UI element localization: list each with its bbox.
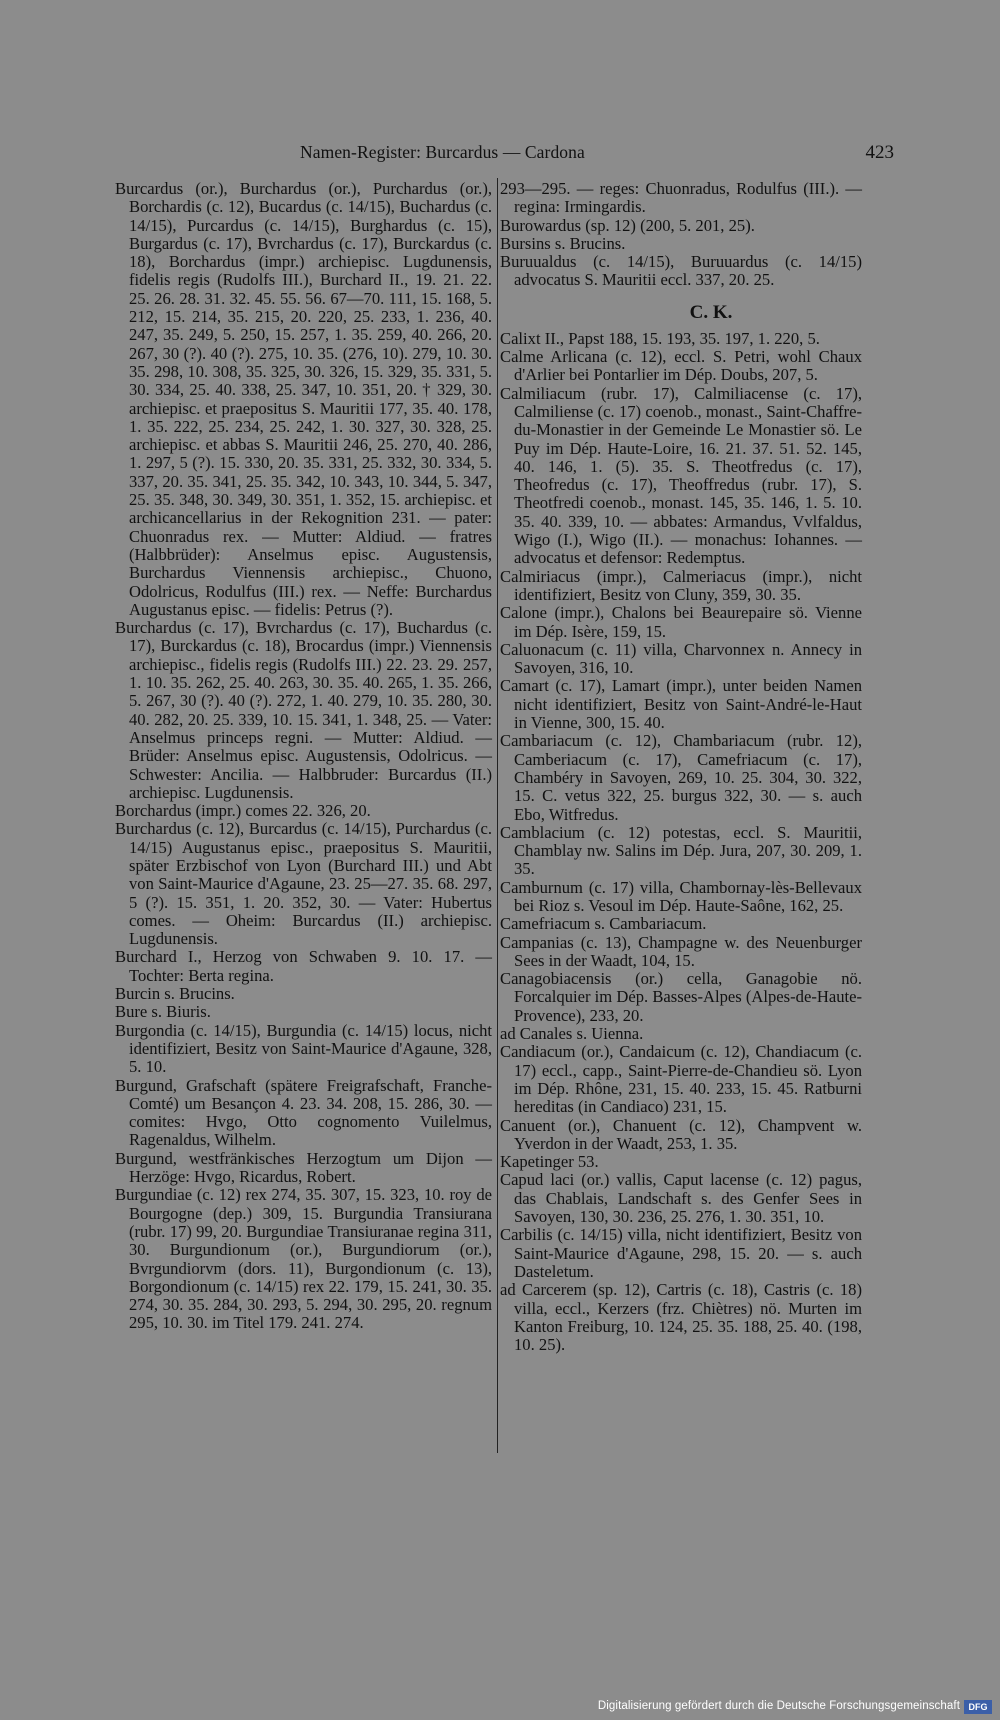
- register-entry: Borchardus (impr.) comes 22. 326, 20.: [115, 801, 371, 821]
- register-entry: Burchardus (c. 17), Bvrchardus (c. 17), Buchardus (c. 17), Burckardus (c. 18), Brocardus (impr.) Viennensis archiepisc., fidelis regis (Rudolfs III.) 22. 23. 29. 257, 1. 10. 35. 262, 25. 40. 263, 30. 35. 40. 265, 1. 35. 266, 5. 267, 30 (?). 40 (?). 272, 1. 40. 279, 10. 35. 280, 30. 40. 282, 20. 25. 339, 10. 15. 341, 1. 348, 25. — Vater: Anselmus princeps regni. — Mutter: Aldiud. — Brüder: Anselmus episc. Augustensis, Odolricus. — Schwester: Ancilia. — Halbbruder: Burcardus (II.) archiepisc. Lugdunensis.: [115, 618, 492, 802]
- register-entry: 293—295. — reges: Chuonradus, Rodulfus (III.). — regina: Irmingardis.: [500, 179, 862, 217]
- page-number: 423: [865, 142, 894, 163]
- register-entry: Burcin s. Brucins.: [115, 984, 235, 1004]
- register-entry: ad Carcerem (sp. 12), Cartris (c. 18), Castris (c. 18) villa, eccl., Kerzers (frz. Chiètres) nö. Murten im Kanton Freiburg, 10. 124, 25. 35. 188, 25. 40. (198, 10. 25).: [500, 1280, 862, 1355]
- register-entry: Calmiriacus (impr.), Calmeriacus (impr.), nicht identifiziert, Besitz von Cluny, 359, 30. 35.: [500, 566, 862, 604]
- register-entry: Cambariacum (c. 12), Chambariacum (rubr. 12), Camberiacum (c. 17), Camefriacum (c. 17), Chambéry in Savoyen, 269, 10. 25. 304, 30. 322, 15. C. vetus 322, 25. burgus 322, 30. — s. auch Ebo, Witfredus.: [500, 731, 862, 824]
- register-entry: Calme Arlicana (c. 12), eccl. S. Petri, wohl Chaux d'Arlier bei Pontarlier im Dép. Doubs, 207, 5.: [500, 347, 862, 385]
- left-column: [115, 180, 492, 1333]
- register-entry: Canuent (or.), Chanuent (c. 12), Champvent w. Yverdon in der Waadt, 253, 1. 35.: [500, 1115, 862, 1153]
- column-divider: [497, 178, 498, 1453]
- register-entry: Carbilis (c. 14/15) villa, nicht identifiziert, Besitz von Saint-Maurice d'Agaune, 298, 15. 20. — s. auch Dasteletum.: [500, 1225, 862, 1281]
- register-entry: Camburnum (c. 17) villa, Chambornay-lès-Bellevaux bei Rioz s. Vesoul im Dép. Haute-Saône, 162, 25.: [500, 877, 862, 915]
- register-entry: Burchard I., Herzog von Schwaben 9. 10. 17. — Tochter: Berta regina.: [115, 947, 492, 985]
- register-entry: Burcardus (or.), Burchardus (or.), Purchardus (or.), Borchardis (c. 12), Bucardus (c. 14/15), Buchardus (c. 14/15), Purcardus (c. 14/15), Burghardus (c. 15), Burgardus (c. 17), Bvrchardus (c. 17), Burckardus (c. 18), Borchardus (impr.) archiepisc. Lugdunensis, fidelis regis (Rudolfs III.), Burchard II., 19. 21. 22. 25. 26. 28. 31. 32. 45. 55. 56. 67—70. 111, 15. 168, 5. 212, 15. 214, 35. 215, 20. 220, 25. 233, 1. 236, 40. 247, 35. 249, 5. 250, 15. 257, 1. 35. 259, 40. 266, 20. 267, 30 (?). 40 (?). 275, 10. 35. (276, 10). 279, 10. 30. 35. 298, 10. 308, 35. 325, 30. 326, 15. 329, 35. 331, 5. 30. 334, 25. 40. 338, 25. 347, 10. 351, 20. † 329, 30. archiepisc. et praepositus S. Mauritii 177, 35. 40. 178, 1. 35. 222, 25. 234, 25. 242, 1. 30. 327, 30. 328, 25. archiepisc. et abbas S. Mauritii 246, 25. 270, 40. 286, 1. 297, 5 (?). 15. 330, 20. 35. 331, 25. 332, 30. 334, 5. 337, 20. 35. 341, 25. 35. 342, 10. 343, 10. 344, 5. 347, 25. 35. 348, 30. 349, 30. 351, 1. 352, 15. archiepisc. et archicancellarius in der Rekognition 231. — pater: Chuonradus rex. — Mutter: Aldiud. — fratres (Halbbrüder): Anselmus episc. Augustensis, Burchardus Viennensis archiepisc., Chuono, Odolricus, Rodulfus (III.) rex. — Neffe: Burchardus Augustanus episc. — fidelis: Petrus (?).: [115, 179, 492, 619]
- register-entry: Burchardus (c. 12), Burcardus (c. 14/15), Purchardus (c. 14/15) Augustanus episc., praepositus S. Mauritii, später Erzbischof von Lyon (Burchard III.) und Abt von Saint-Maurice d'Agaune, 23. 25—27. 35. 68. 297, 5 (?). 15. 351, 1. 20. 352, 30. — Vater: Hubertus comes. — Oheim: Burcardus (II.) archiepisc. Lugdunensis.: [115, 819, 492, 949]
- running-head: Namen-Register: Burcardus — Cardona: [300, 142, 585, 162]
- register-entry: Camart (c. 17), Lamart (impr.), unter beiden Namen nicht identifiziert, Besitz von Saint-André-le-Haut in Vienne, 300, 15. 40.: [500, 676, 862, 733]
- dfg-logo: DFG: [964, 1700, 992, 1714]
- register-entry: Calixt II., Papst 188, 15. 193, 35. 197, 1. 220, 5.: [500, 328, 820, 348]
- register-entry: ad Canales s. Uienna.: [500, 1024, 644, 1044]
- register-entry: Caluonacum (c. 11) villa, Charvonnex n. Annecy in Savoyen, 316, 10.: [500, 639, 862, 678]
- right-column: [500, 180, 862, 1354]
- register-entry: Capud laci (or.) vallis, Caput lacense (c. 12) pagus, das Chablais, Landschaft s. des Genfer Sees in Savoyen, 130, 30. 236, 25. 276, 1. 30. 351, 10.: [500, 1170, 862, 1227]
- footer-bar: [0, 1698, 1000, 1720]
- register-entry: Calone (impr.), Chalons bei Beaurepaire sö. Vienne im Dép. Isère, 159, 15.: [500, 603, 862, 641]
- section-heading: C. K.: [689, 301, 733, 323]
- register-entry: Bursins s. Brucins.: [500, 233, 626, 253]
- register-entry: Burgundiae (c. 12) rex 274, 35. 307, 15. 323, 10. roy de Bourgogne (dep.) 309, 15. Burgundia Transiurana (rubr. 17) 99, 20. Burgundiae Transiuranae regina 311, 30. Burgundionum (or.), Burgundiorum (or.), Bvrgundiorvm (dors. 11), Burgondionum (c. 13), Borgondionum (c. 14/15) rex 22. 179, 15. 241, 30. 35. 274, 30. 35. 284, 30. 293, 5. 294, 30. 295, 20. regnum 295, 10. 30. im Titel 179. 241. 274.: [115, 1185, 492, 1333]
- register-entry: Bure s. Biuris.: [115, 1002, 211, 1022]
- register-entry: Burowardus (sp. 12) (200, 5. 201, 25).: [500, 215, 755, 235]
- register-entry: Burgund, Grafschaft (spätere Freigrafschaft, Franche-Comté) um Besançon 4. 23. 34. 208, 15. 286, 30. — comites: Hvgo, Otto cognomento Vuilelmus, Ragenaldus, Wilhelm.: [115, 1075, 492, 1150]
- footer-credit: Digitalisierung gefördert durch die Deutsche Forschungsgemeinschaft: [597, 1700, 960, 1712]
- register-entry: Camefriacum s. Cambariacum.: [500, 914, 707, 934]
- register-entry: Kapetinger 53.: [500, 1152, 599, 1172]
- register-entry: Burgondia (c. 14/15), Burgundia (c. 14/15) locus, nicht identifiziert, Besitz von Saint-Maurice d'Agaune, 328, 5. 10.: [115, 1020, 492, 1077]
- register-entry: Camblacium (c. 12) potestas, eccl. S. Mauritii, Chamblay nw. Salins im Dép. Jura, 207, 30. 209, 1. 35.: [500, 822, 862, 879]
- register-entry: Canagobiacensis (or.) cella, Ganagobie nö. Forcalquier im Dép. Basses-Alpes (Alpes-de-Haute-Provence), 233, 20.: [500, 969, 862, 1025]
- register-entry: Buruualdus (c. 14/15), Buruuardus (c. 14/15) advocatus S. Mauritii eccl. 337, 20. 25.: [500, 252, 862, 290]
- register-entry: Burgund, westfränkisches Herzogtum um Dijon — Herzöge: Hvgo, Ricardus, Robert.: [115, 1148, 492, 1187]
- register-entry: Candiacum (or.), Candaicum (c. 12), Chandiacum (c. 17) eccl., capp., Saint-Pierre-de-Chandieu sö. Lyon im Dép. Rhône, 231, 15. 40. 233, 15. 45. Ratburni hereditas (in Candiaco) 231, 15.: [500, 1042, 862, 1117]
- register-entry: Calmiliacum (rubr. 17), Calmiliacense (c. 17), Calmiliense (c. 17) coenob., monast., Saint-Chaffre-du-Monastier in der Gemeinde Le Monastier sö. Le Puy im Dép. Haute-Loire, 16. 21. 37. 51. 52. 145, 40. 146, 1. (5). 35. S. Theotfredus (c. 17), Theofredus (c. 17), Theoffredus (rubr. 17), S. Theotfredi coenob., monast. 145, 35. 146, 1. 5. 10. 35. 40. 339, 10. — abbates: Armandus, Vvlfaldus, Wigo (I.), Wigo (II.). — monachus: Iohannes. — advocatus et defensor: Redemptus.: [500, 383, 862, 568]
- register-entry: Campanias (c. 13), Champagne w. des Neuenburger Sees in der Waadt, 104, 15.: [500, 932, 862, 970]
